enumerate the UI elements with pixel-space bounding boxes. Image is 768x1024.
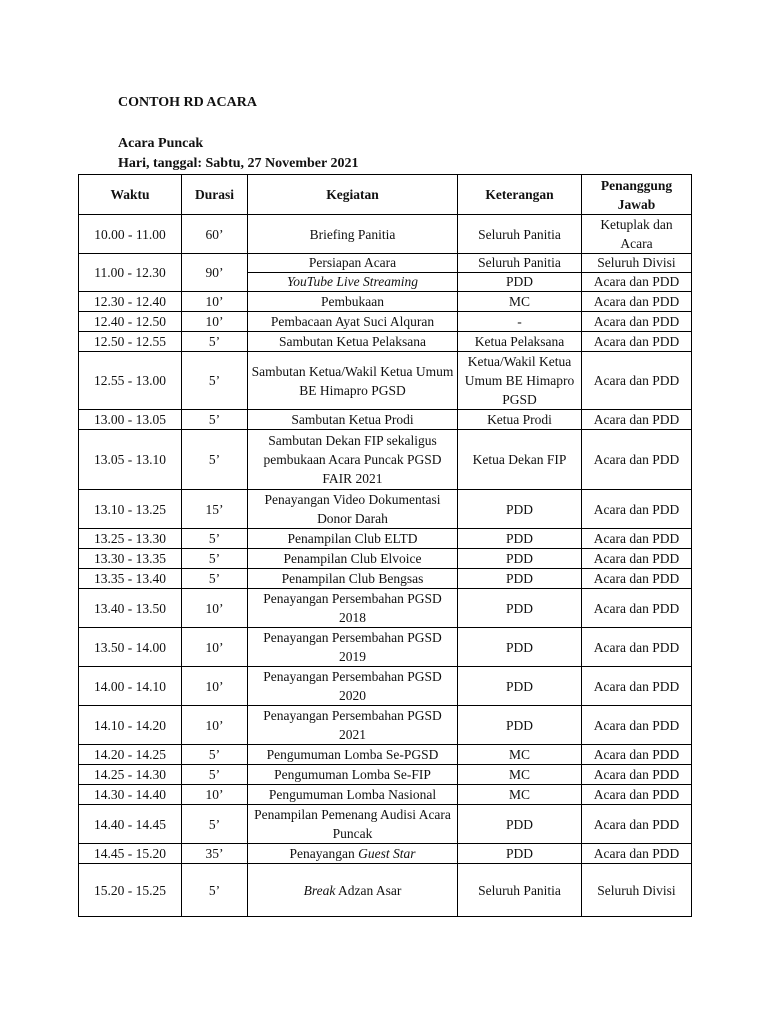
cell-kegiatan: Pengumuman Lomba Se-FIP [248,765,458,785]
cell-keterangan [458,254,582,292]
cell-keterangan: PDD [458,490,582,529]
table-row [79,254,692,292]
cell-durasi: 5’ [182,805,248,844]
cell-pj: Acara dan PDD [582,628,692,667]
cell-kegiatan: Sambutan Dekan FIP sekaligus pembukaan Acara Puncak PGSD FAIR 2021 [248,430,458,490]
cell-waktu: 14.10 - 14.20 [79,706,182,745]
cell-pj: Acara dan PDD [582,549,692,569]
table-row [79,805,692,844]
cell-keterangan: Ketua Pelaksana [458,332,582,352]
header-penanggung-jawab: Penanggung Jawab [582,175,692,215]
sub-pj: Seluruh Divisi [597,255,676,270]
table-row [79,765,692,785]
cell-kegiatan [248,844,458,864]
table-row [79,410,692,430]
cell-durasi: 5’ [182,549,248,569]
cell-kegiatan: Penampilan Club Bengsas [248,569,458,589]
cell-kegiatan: Sambutan Ketua/Wakil Ketua Umum BE Himapro PGSD [248,352,458,410]
cell-keterangan: PDD [458,549,582,569]
cell-keterangan: Seluruh Panitia [458,864,582,917]
cell-waktu: 13.40 - 13.50 [79,589,182,628]
header-durasi: Durasi [182,175,248,215]
cell-waktu: 12.50 - 12.55 [79,332,182,352]
cell-keterangan: PDD [458,628,582,667]
cell-pj: Acara dan PDD [582,706,692,745]
table-row [79,844,692,864]
table-row [79,312,692,332]
cell-pj: Acara dan PDD [582,430,692,490]
cell-kegiatan: Penampilan Club Elvoice [248,549,458,569]
cell-pj: Acara dan PDD [582,410,692,430]
cell-pj: Acara dan PDD [582,490,692,529]
cell-durasi: 5’ [182,569,248,589]
table-row [79,706,692,745]
cell-waktu: 12.55 - 13.00 [79,352,182,410]
cell-durasi: 10’ [182,589,248,628]
cell-pj: Acara dan PDD [582,785,692,805]
cell-keterangan: PDD [458,667,582,706]
cell-durasi: 35’ [182,844,248,864]
cell-keterangan: PDD [458,805,582,844]
cell-durasi: 5’ [182,529,248,549]
cell-durasi: 90’ [182,254,248,292]
cell-kegiatan: Sambutan Ketua Pelaksana [248,332,458,352]
cell-waktu: 14.30 - 14.40 [79,785,182,805]
header-keterangan: Keterangan [458,175,582,215]
cell-waktu: 12.30 - 12.40 [79,292,182,312]
cell-kegiatan: Penampilan Club ELTD [248,529,458,549]
cell-kegiatan: Sambutan Ketua Prodi [248,410,458,430]
table-row [79,667,692,706]
cell-durasi: 5’ [182,352,248,410]
cell-durasi: 10’ [182,292,248,312]
cell-pj: Ketuplak dan Acara [582,215,692,254]
cell-durasi: 10’ [182,785,248,805]
cell-kegiatan: Penayangan Persembahan PGSD 2019 [248,628,458,667]
table-row [79,569,692,589]
table-row [79,215,692,254]
cell-waktu: 13.30 - 13.35 [79,549,182,569]
cell-pj: Acara dan PDD [582,589,692,628]
cell-keterangan: MC [458,292,582,312]
cell-durasi: 5’ [182,745,248,765]
table-row [79,352,692,410]
cell-durasi: 10’ [182,667,248,706]
document-title: CONTOH RD ACARA [118,95,257,110]
cell-kegiatan: Penayangan Persembahan PGSD 2021 [248,706,458,745]
cell-waktu: 15.20 - 15.25 [79,864,182,917]
cell-durasi: 10’ [182,706,248,745]
cell-pj: Acara dan PDD [582,312,692,332]
cell-durasi: 5’ [182,410,248,430]
schedule-table [78,174,692,917]
table-row [79,628,692,667]
cell-pj: Acara dan PDD [582,805,692,844]
date-line: Hari, tanggal: Sabtu, 27 November 2021 [118,156,359,171]
cell-waktu: 14.45 - 15.20 [79,844,182,864]
cell-durasi: 5’ [182,864,248,917]
cell-kegiatan: Briefing Panitia [248,215,458,254]
cell-keterangan: PDD [458,589,582,628]
table-row [79,745,692,765]
kegiatan-part: Guest Star [358,846,416,861]
cell-waktu: 14.40 - 14.45 [79,805,182,844]
cell-waktu: 14.25 - 14.30 [79,765,182,785]
cell-kegiatan: Pembacaan Ayat Suci Alquran [248,312,458,332]
cell-kegiatan [248,864,458,917]
cell-pj: Acara dan PDD [582,667,692,706]
sub-kegiatan: Persiapan Acara [308,255,397,270]
cell-waktu: 14.00 - 14.10 [79,667,182,706]
table-row [79,785,692,805]
cell-keterangan: PDD [458,706,582,745]
cell-waktu: 13.25 - 13.30 [79,529,182,549]
cell-keterangan: Ketua Prodi [458,410,582,430]
cell-pj: Acara dan PDD [582,529,692,549]
cell-keterangan: Ketua/Wakil Ketua Umum BE Himapro PGSD [458,352,582,410]
cell-waktu: 12.40 - 12.50 [79,312,182,332]
cell-kegiatan: Pembukaan [248,292,458,312]
kegiatan-part: Adzan Asar [335,882,402,898]
sub-pj: Acara dan PDD [582,272,691,291]
kegiatan-part: Penayangan [289,846,359,861]
cell-kegiatan: Pengumuman Lomba Nasional [248,785,458,805]
cell-kegiatan: Pengumuman Lomba Se-PGSD [248,745,458,765]
cell-pj [582,254,692,292]
cell-keterangan: MC [458,785,582,805]
table-row [79,292,692,312]
table-row [79,529,692,549]
cell-waktu: 13.00 - 13.05 [79,410,182,430]
cell-pj: Acara dan PDD [582,332,692,352]
schedule-body [79,215,692,917]
cell-pj: Acara dan PDD [582,745,692,765]
cell-waktu: 10.00 - 11.00 [79,215,182,254]
cell-durasi: 5’ [182,332,248,352]
sub-kegiatan: YouTube Live Streaming [248,272,457,291]
event-name: Acara Puncak [118,136,204,151]
table-row [79,430,692,490]
cell-kegiatan: Penampilan Pemenang Audisi Acara Puncak [248,805,458,844]
cell-keterangan: MC [458,765,582,785]
cell-waktu: 13.35 - 13.40 [79,569,182,589]
cell-waktu: 13.05 - 13.10 [79,430,182,490]
cell-kegiatan: Penayangan Persembahan PGSD 2020 [248,667,458,706]
table-row [79,589,692,628]
cell-pj: Seluruh Divisi [582,864,692,917]
cell-pj: Acara dan PDD [582,844,692,864]
cell-keterangan: - [458,312,582,332]
header-waktu: Waktu [79,175,182,215]
cell-durasi: 5’ [182,430,248,490]
sub-keterangan: PDD [458,272,581,291]
cell-kegiatan [248,254,458,292]
table-row [79,332,692,352]
cell-keterangan: Ketua Dekan FIP [458,430,582,490]
header-kegiatan: Kegiatan [248,175,458,215]
cell-durasi: 15’ [182,490,248,529]
cell-durasi: 5’ [182,765,248,785]
cell-pj: Acara dan PDD [582,352,692,410]
table-header-row [79,175,692,215]
cell-pj: Acara dan PDD [582,292,692,312]
cell-waktu: 13.10 - 13.25 [79,490,182,529]
table-row [79,490,692,529]
cell-durasi: 10’ [182,628,248,667]
cell-pj: Acara dan PDD [582,569,692,589]
kegiatan-part: Break [303,882,336,898]
cell-waktu: 11.00 - 12.30 [79,254,182,292]
cell-durasi: 60’ [182,215,248,254]
cell-kegiatan: Penayangan Persembahan PGSD 2018 [248,589,458,628]
cell-keterangan: Seluruh Panitia [458,215,582,254]
cell-keterangan: PDD [458,844,582,864]
cell-pj: Acara dan PDD [582,765,692,785]
cell-keterangan: MC [458,745,582,765]
cell-keterangan: PDD [458,529,582,549]
cell-waktu: 13.50 - 14.00 [79,628,182,667]
cell-durasi: 10’ [182,312,248,332]
cell-kegiatan: Penayangan Video Dokumentasi Donor Darah [248,490,458,529]
cell-keterangan: PDD [458,569,582,589]
table-row [79,864,692,917]
sub-keterangan: Seluruh Panitia [478,255,561,270]
table-row [79,549,692,569]
cell-waktu: 14.20 - 14.25 [79,745,182,765]
